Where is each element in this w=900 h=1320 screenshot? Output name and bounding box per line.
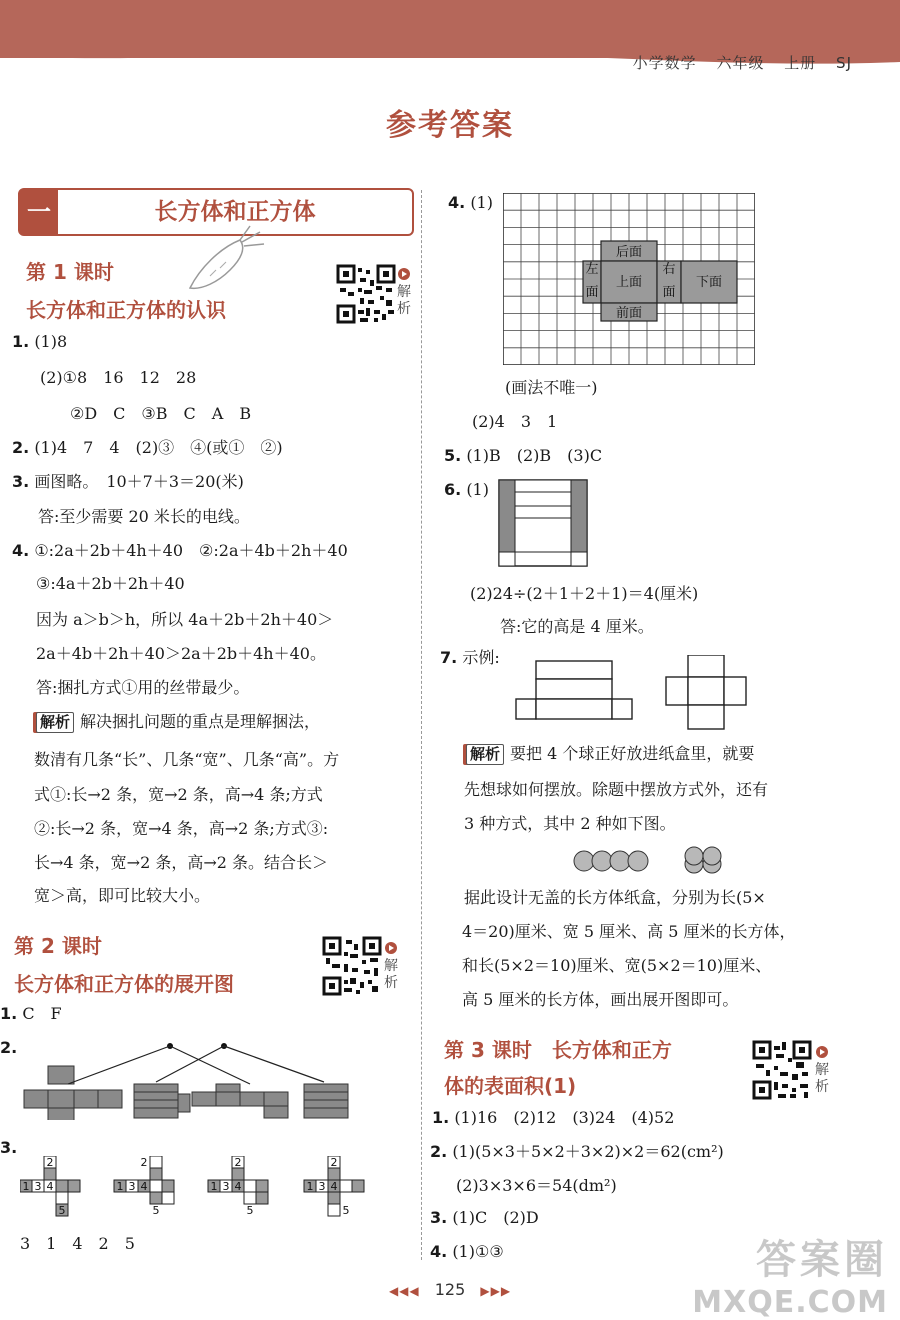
answer-line: 答:捆扎方式①用的丝带最少。 [36,678,250,697]
net-cell [256,1192,268,1204]
analysis-line: ②:长→2 条，宽→4 条，高→2 条;方式③: [34,819,329,838]
net-cell [328,1192,340,1204]
analysis-line: 4＝20)厘米、宽 5 厘米、高 5 厘米的长方体， [462,922,796,941]
net-number-label: 1 [22,1180,30,1193]
grade-label: 六年级 [716,54,765,72]
face-label: 右 [662,262,676,277]
analysis-line: 解析 要把 4 个球正好放进纸盒里，就要 [466,744,754,765]
q7-net-figure [514,655,754,731]
lesson2-label: 第 2 课时 [14,934,102,958]
net-number-label: 2 [330,1156,338,1169]
face-label: 左 [585,262,599,277]
answer-line: 1. (1)8 [12,332,68,351]
column-divider [421,190,422,1260]
qr-analysis-label[interactable]: 解析 [384,958,398,991]
prev-arrows-icon: ◀◀◀ [388,1284,420,1298]
balls-figure [570,846,730,876]
analysis-line: 高 5 厘米的长方体，画出展开图即可。 [462,990,739,1009]
net-number-label: 5 [246,1204,254,1217]
net-cell [244,1192,256,1204]
net-number-label: 5 [342,1204,350,1217]
answer-line: 2a＋4b＋2h＋40＞2a＋2b＋4h＋40。 [36,644,326,663]
edition-label: SJ [836,54,852,72]
net-cell [162,1192,174,1204]
play-icon[interactable] [398,268,410,280]
net-cell [244,1180,256,1192]
net-cell [162,1180,174,1192]
analysis-line: 式①:长→2 条，宽→2 条，高→4 条;方式 [34,785,323,804]
net-number-label: 3 [34,1180,42,1193]
lesson1-label: 第 1 课时 [26,260,114,284]
book-info [619,52,852,73]
analysis-tag: 解析 [36,712,74,733]
answer-line: 4. (1)①③ [430,1242,504,1261]
net-cell [150,1180,162,1192]
analysis-line: 先想球如何摆放。除题中摆放方式外，还有 [464,780,769,799]
answer-line: 3. (1)C (2)D [430,1208,539,1227]
lesson3-subtitle: 体的表面积(1) [444,1074,577,1098]
box-net-figure [498,479,588,567]
play-icon[interactable] [385,942,397,954]
answer-line: 1. (1)16 (2)12 (3)24 (4)52 [432,1108,675,1127]
watermark-line2: MXQE.COM [692,1285,888,1320]
answer-line: 因为 a＞b＞h，所以 4a＋2b＋2h＋40＞ [36,610,334,629]
answer-line: 7. 示例: [440,648,500,667]
analysis-line: 宽＞高，即可比较大小。 [34,886,211,905]
answer-line: 3 1 4 2 5 [20,1234,135,1253]
watermark [692,1228,888,1320]
net-number-label: 2 [46,1156,54,1169]
net-number-label: 3 [128,1180,136,1193]
page-footer [0,1280,900,1299]
net-number-label: 2 [234,1156,242,1169]
answer-line: (2)3×3×6＝54(dm²) [456,1176,617,1195]
net-cell [328,1168,340,1180]
net-cell [340,1180,352,1192]
qr-analysis-label[interactable]: 解析 [815,1062,829,1095]
next-arrows-icon: ▶▶▶ [480,1284,512,1298]
subject-label: 小学数学 [632,54,697,72]
net-number-label: 4 [234,1180,242,1193]
answer-line: (2)①8 16 12 28 [40,368,197,387]
net-number-label: 1 [210,1180,218,1193]
answer-line: 3. [0,1138,18,1157]
analysis-line: 长→4 条，宽→2 条，高→2 条。结合长＞ [34,853,329,872]
net-cell [232,1168,244,1180]
net-number-label: 1 [116,1180,124,1193]
chapter-number: 一 [20,190,58,234]
page-title: 参考答案 [386,108,514,143]
answer-line: 5. (1)B (2)B (3)C [444,446,603,465]
face-label: 面 [585,285,599,300]
answer-line: ②D C ③B C A B [70,404,252,423]
lesson1-subtitle: 长方体和正方体的认识 [26,298,226,322]
net-cell [150,1168,162,1180]
page-number: 125 [434,1280,466,1299]
lesson3-label: 第 3 课时 长方体和正方 [444,1038,672,1062]
face-label: 后面 [615,245,643,260]
analysis-line: 和长(5×2＝10)厘米、宽(5×2＝10)厘米、 [462,956,772,975]
net-cell [150,1192,162,1204]
net-cell [256,1180,268,1192]
answer-line: 1. C F [0,1004,62,1023]
net-cell [352,1180,364,1192]
analysis-line: 据此设计无盖的长方体纸盒，分别为长(5× [464,888,766,907]
face-label: 面 [662,285,676,300]
face-label: 下面 [695,275,723,290]
answer-line: 4. (1) [448,193,493,212]
answer-line: 答:它的高是 4 厘米。 [500,617,654,636]
net-number-label: 5 [152,1204,160,1217]
net-number-label: 4 [140,1180,148,1193]
analysis-tag: 解析 [466,744,504,765]
qr-code-icon[interactable] [336,264,396,324]
answer-line: ③:4a＋2b＋2h＋40 [36,574,185,593]
face-label: 前面 [615,306,643,321]
net-number-label: 2 [140,1156,148,1169]
net-cell [68,1180,80,1192]
net-number-label: 4 [330,1180,338,1193]
net-cell [56,1192,68,1204]
answer-line: 2. (1)(5×3＋5×2＋3×2)×2＝62(cm²) [430,1142,724,1161]
net-cell [44,1168,56,1180]
answer-line: 2. [0,1038,18,1057]
carrot-mascot-icon [180,218,270,298]
answer-line: 2. (1)4 7 4 (2)③ ④(或① ②) [12,438,283,457]
grid-net-figure [503,193,755,365]
numbered-nets-figure [20,1156,366,1222]
answer-line: (2)24÷(2＋1＋2＋1)＝4(厘米) [470,584,699,603]
answer-line: (2)4 3 1 [472,412,558,431]
qr-analysis-label[interactable]: 解析 [397,284,411,317]
net-number-label: 3 [222,1180,230,1193]
qr-code-icon[interactable] [322,936,382,996]
net-cell [328,1204,340,1216]
analysis-line: 数清有几条“长”、几条“宽”、几条“高”。方 [34,750,340,769]
net-cell [150,1156,162,1168]
volume-label: 上册 [784,54,817,72]
net-number-label: 4 [46,1180,54,1193]
net-cell [56,1180,68,1192]
answer-line: 4. ①:2a＋2b＋4h＋40 ②:2a＋4b＋2h＋40 [12,541,348,560]
analysis-line: 3 种方式，其中 2 种如下图。 [464,814,676,833]
answer-line: 答:至少需要 20 米长的电线。 [38,507,250,526]
analysis-line: 解析 解决捆扎问题的重点是理解捆法， [36,712,320,733]
net-number-label: 1 [306,1180,314,1193]
answer-line: (画法不唯一) [505,378,598,397]
answer-line: 3. 画图略。 10＋7＋3＝20(米) [12,472,244,491]
unfolding-matching-figure [20,1040,360,1120]
answer-line: 6. (1) [444,480,489,499]
qr-code-icon[interactable] [752,1040,812,1100]
net-number-label: 3 [318,1180,326,1193]
lesson2-subtitle: 长方体和正方体的展开图 [14,972,234,996]
watermark-line1: 答案圈 [756,1237,888,1283]
play-icon[interactable] [816,1046,828,1058]
chapter-title: 长方体和正方体 [154,199,316,225]
net-number-label: 5 [58,1204,66,1217]
face-label: 上面 [615,275,643,290]
